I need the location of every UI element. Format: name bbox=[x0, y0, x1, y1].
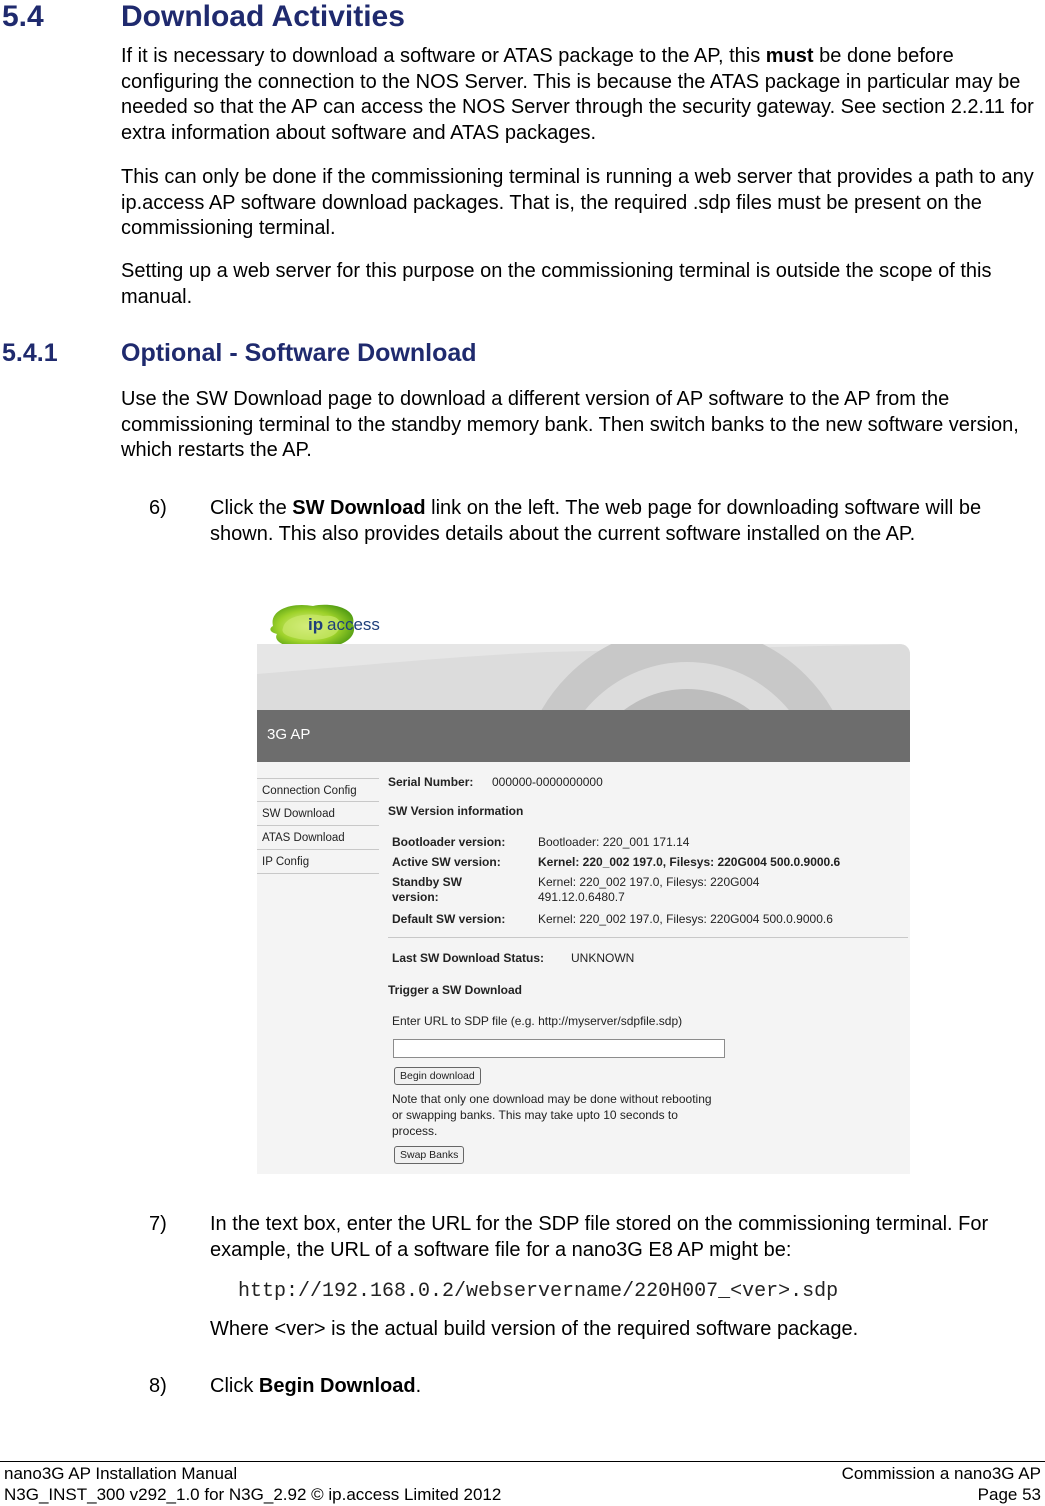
subsection-title: Optional - Software Download bbox=[121, 339, 477, 367]
serial-value: 000000-0000000000 bbox=[492, 775, 603, 789]
step-7-note: Where <ver> is the actual build version of the required software package. bbox=[210, 1318, 859, 1340]
svg-text:ip: ip bbox=[308, 615, 324, 634]
standby-sw-value-2: 491.12.0.6480.7 bbox=[538, 890, 625, 904]
bootloader-label: Bootloader version: bbox=[392, 835, 506, 849]
step-7-number: 7) bbox=[149, 1213, 167, 1235]
standby-sw-value-1: Kernel: 220_002 197.0, Filesys: 220G004 bbox=[538, 875, 760, 889]
section-title: Download Activities bbox=[121, 0, 405, 33]
step-7-text: In the text box, enter the URL for the SDP file stored on the commissioning terminal. For example, the URL of a software file for a nano3G E8 AP might be: bbox=[210, 1213, 989, 1261]
footer-manual-title: nano3G AP Installation Manual bbox=[4, 1464, 238, 1483]
bootloader-value: Bootloader: 220_001 171.14 bbox=[538, 835, 690, 849]
sidebar-nav bbox=[257, 778, 379, 874]
title-bar bbox=[257, 710, 910, 762]
svg-text:access: access bbox=[327, 615, 380, 634]
paragraph-2: This can only be done if the commissioning terminal is running a web server that provides a path to any ip.access AP software download packages. That is, the required .sdp files must be present on the commissioning terminal. bbox=[121, 166, 1034, 239]
last-status-value: UNKNOWN bbox=[571, 951, 635, 965]
subsection-number: 5.4.1 bbox=[2, 339, 58, 367]
step-6-text: Click the SW Download link on the left. The web page for downloading software will be shown. This also provides details about the current software installed on the AP. bbox=[210, 497, 982, 545]
subsection-paragraph: Use the SW Download page to download a different version of AP software to the AP from the commissioning terminal to the standby memory bank. Then switch banks to the new software version, which restarts the AP. bbox=[121, 388, 1019, 461]
note-line-1: Note that only one download may be done without rebooting bbox=[392, 1092, 712, 1106]
app-title: 3G AP bbox=[267, 726, 311, 743]
step-6-number: 6) bbox=[149, 497, 167, 519]
footer-rule bbox=[0, 1461, 1045, 1462]
footer-chapter: Commission a nano3G AP bbox=[841, 1464, 1041, 1483]
nav-sw-download[interactable]: SW Download bbox=[257, 802, 379, 826]
url-prompt: Enter URL to SDP file (e.g. http://myserver/sdpfile.sdp) bbox=[392, 1014, 683, 1028]
step-8-text: Click Begin Download. bbox=[210, 1375, 422, 1397]
nav-connection-config[interactable]: Connection Config bbox=[257, 778, 379, 802]
last-status-label: Last SW Download Status: bbox=[392, 951, 545, 965]
example-url: http://192.168.0.2/webservername/220H007_<ver>.sdp bbox=[238, 1280, 839, 1303]
url-input[interactable] bbox=[393, 1039, 725, 1058]
trigger-heading: Trigger a SW Download bbox=[388, 983, 523, 997]
paragraph-1: If it is necessary to download a software or ATAS package to the AP, this must be done before configuring the connection to the NOS Server. This is because the ATAS package in particular may be needed so that the AP can access the NOS Server through the security gateway. See section 2.2.11 for extra information about software and ATAS packages. bbox=[121, 45, 1034, 144]
divider bbox=[388, 937, 908, 938]
nav-atas-download[interactable]: ATAS Download bbox=[257, 826, 379, 850]
swap-banks-button[interactable]: Swap Banks bbox=[394, 1146, 464, 1164]
default-sw-label: Default SW version: bbox=[392, 912, 506, 926]
page-content bbox=[257, 762, 910, 1174]
paragraph-3: Setting up a web server for this purpose on the commissioning terminal is outside the scope of this manual. bbox=[121, 260, 992, 308]
standby-sw-label-1: Standby SW bbox=[392, 875, 463, 889]
standby-sw-label-2: version: bbox=[392, 890, 439, 904]
default-sw-value: Kernel: 220_002 197.0, Filesys: 220G004 500.0.9000.6 bbox=[538, 912, 833, 926]
note-line-2: or swapping banks. This may take upto 10 seconds to bbox=[392, 1108, 678, 1122]
nav-ip-config[interactable]: IP Config bbox=[257, 850, 379, 874]
footer-page-number: Page 53 bbox=[977, 1485, 1041, 1504]
section-number: 5.4 bbox=[2, 0, 44, 33]
sw-info-heading: SW Version information bbox=[388, 804, 524, 818]
active-sw-label: Active SW version: bbox=[392, 855, 501, 869]
active-sw-value: Kernel: 220_002 197.0, Filesys: 220G004 500.0.9000.6 bbox=[538, 855, 841, 869]
step-8-number: 8) bbox=[149, 1375, 167, 1397]
sw-download-screenshot bbox=[257, 596, 910, 1174]
header-banner bbox=[257, 644, 910, 710]
begin-download-button[interactable]: Begin download bbox=[394, 1067, 481, 1085]
footer-document-id: N3G_INST_300 v292_1.0 for N3G_2.92 © ip.access Limited 2012 bbox=[4, 1485, 502, 1504]
note-line-3: process. bbox=[392, 1124, 438, 1138]
serial-label: Serial Number: bbox=[388, 775, 474, 789]
